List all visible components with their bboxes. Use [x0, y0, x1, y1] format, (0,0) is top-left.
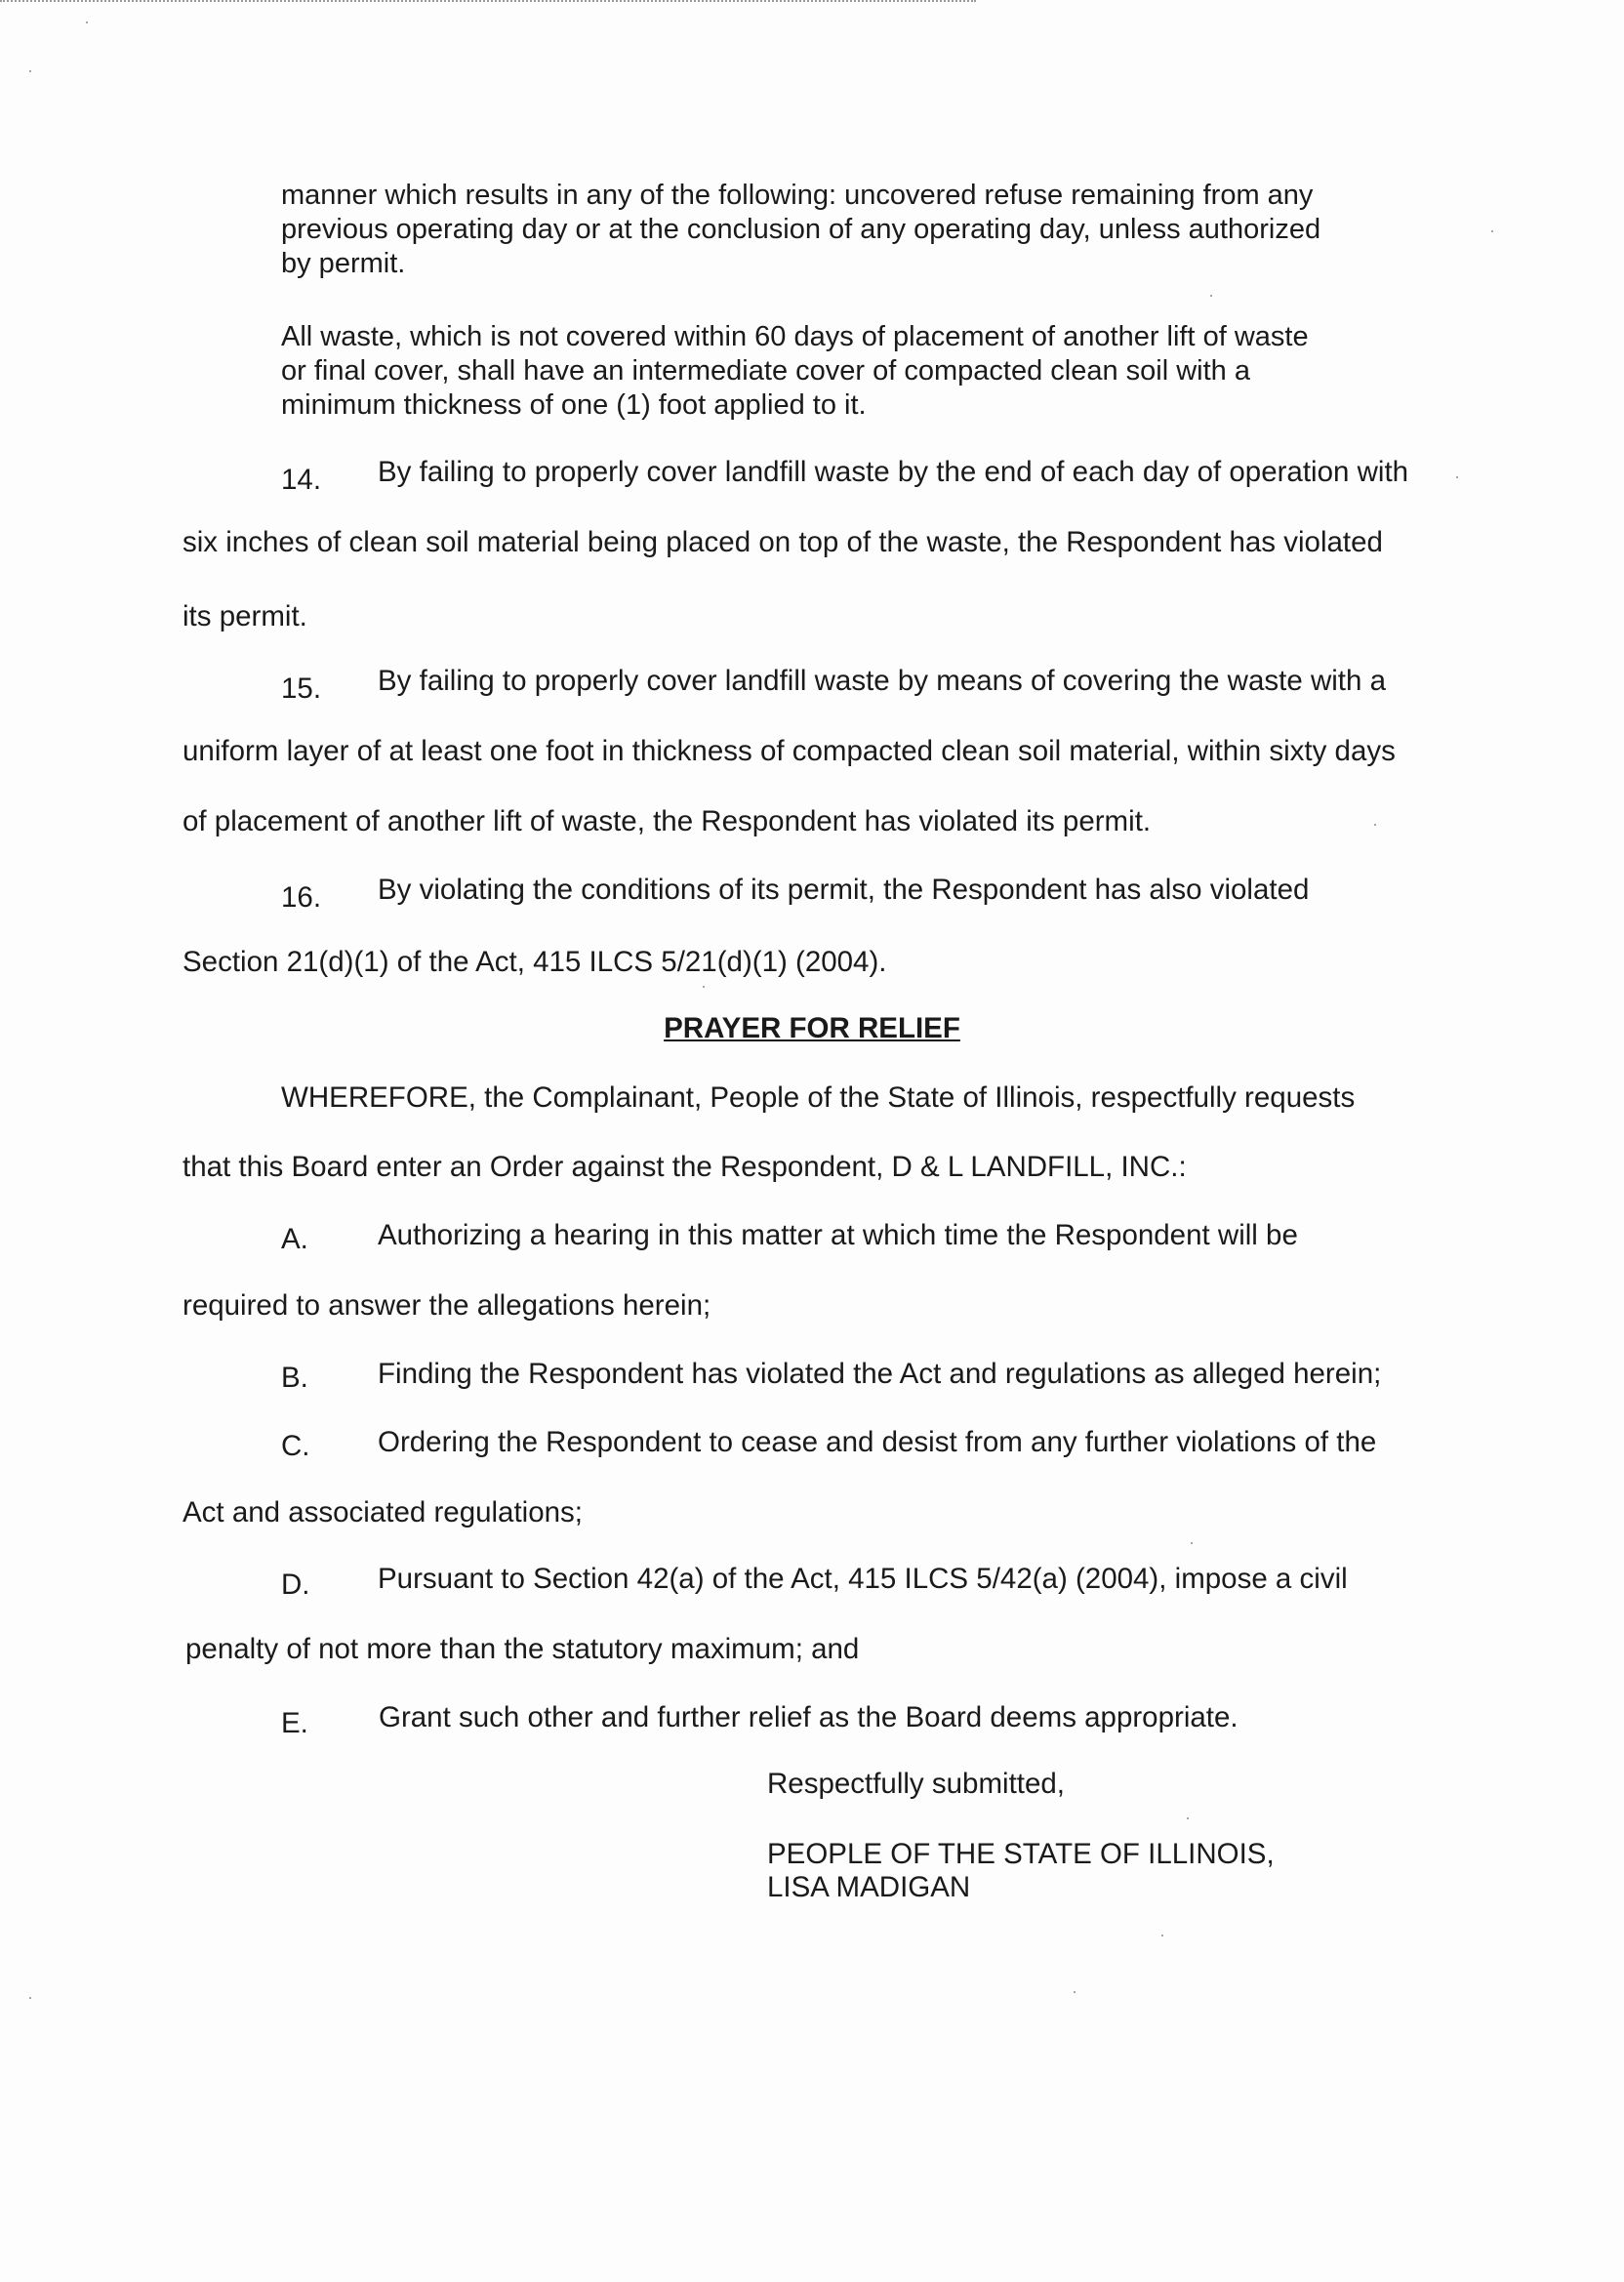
scan-speck [1374, 824, 1376, 826]
paragraph-number: 14. [281, 464, 322, 496]
scan-speck [1187, 1817, 1189, 1819]
scan-speck [86, 21, 88, 23]
relief-item-line: Act and associated regulations; [183, 1496, 583, 1528]
scan-speck [29, 1997, 31, 1999]
prayer-intro-line: that this Board enter an Order against the Respondent, D & L LANDFILL, INC.: [183, 1151, 1187, 1183]
scan-speck [29, 70, 31, 72]
scan-speck [1456, 476, 1458, 478]
relief-item-letter: E. [281, 1707, 308, 1739]
relief-item-letter: D. [281, 1569, 310, 1601]
relief-item-letter: A. [281, 1223, 308, 1255]
paragraph-line: uniform layer of at least one foot in thickness of compacted clean soil material, within sixty days [183, 735, 1396, 767]
scan-speck [1491, 230, 1493, 232]
prayer-intro-line: WHEREFORE, the Complainant, People of the State of Illinois, respectfully requests [281, 1081, 1356, 1114]
relief-item-letter: C. [281, 1430, 310, 1462]
scan-edge [0, 0, 976, 5]
scan-speck [1210, 295, 1212, 297]
quote-paragraph-1: manner which results in any of the following: uncovered refuse remaining from any previous operating day or at the conclusion of any operating day, unless authorized by permit. [281, 180, 1321, 279]
scan-speck [1191, 1542, 1193, 1544]
scan-speck [703, 986, 705, 988]
relief-item-letter: B. [281, 1362, 308, 1394]
scan-speck [1074, 1991, 1076, 1993]
paragraph-line: By failing to properly cover landfill waste by the end of each day of operation with [378, 456, 1409, 488]
relief-item-line: Finding the Respondent has violated the Act and regulations as alleged herein; [378, 1358, 1382, 1390]
relief-item-line: Ordering the Respondent to cease and desist from any further violations of the [378, 1426, 1377, 1458]
closing-text: Respectfully submitted, [767, 1768, 1065, 1800]
signatory-party: PEOPLE OF THE STATE OF ILLINOIS, [767, 1838, 1275, 1870]
paragraph-number: 16. [281, 881, 322, 914]
relief-item-line: Pursuant to Section 42(a) of the Act, 415 ILCS 5/42(a) (2004), impose a civil [378, 1563, 1348, 1595]
relief-item-line: Authorizing a hearing in this matter at which time the Respondent will be [378, 1219, 1298, 1251]
paragraph-line: its permit. [183, 600, 307, 632]
relief-item-line: penalty of not more than the statutory maximum; and [185, 1633, 860, 1665]
section-heading: PRAYER FOR RELIEF [664, 1012, 960, 1044]
scan-speck [1161, 1935, 1163, 1936]
paragraph-line: six inches of clean soil material being placed on top of the waste, the Respondent has violated [183, 526, 1383, 558]
paragraph-number: 15. [281, 672, 322, 705]
relief-item-line: required to answer the allegations herein; [183, 1289, 711, 1322]
quote-paragraph-2: All waste, which is not covered within 60 days of placement of another lift of waste or final cover, shall have an intermediate cover of compacted clean soil with a minimum thickness of one (1) foot applied to it. [281, 321, 1309, 421]
paragraph-line: By failing to properly cover landfill waste by means of covering the waste with a [378, 665, 1387, 697]
paragraph-line: By violating the conditions of its permit, the Respondent has also violated [378, 874, 1310, 906]
paragraph-line: of placement of another lift of waste, the Respondent has violated its permit. [183, 805, 1152, 837]
signatory-name: LISA MADIGAN [767, 1871, 971, 1903]
paragraph-line: Section 21(d)(1) of the Act, 415 ILCS 5/21(d)(1) (2004). [183, 946, 887, 978]
relief-item-line: Grant such other and further relief as the Board deems appropriate. [379, 1701, 1238, 1733]
